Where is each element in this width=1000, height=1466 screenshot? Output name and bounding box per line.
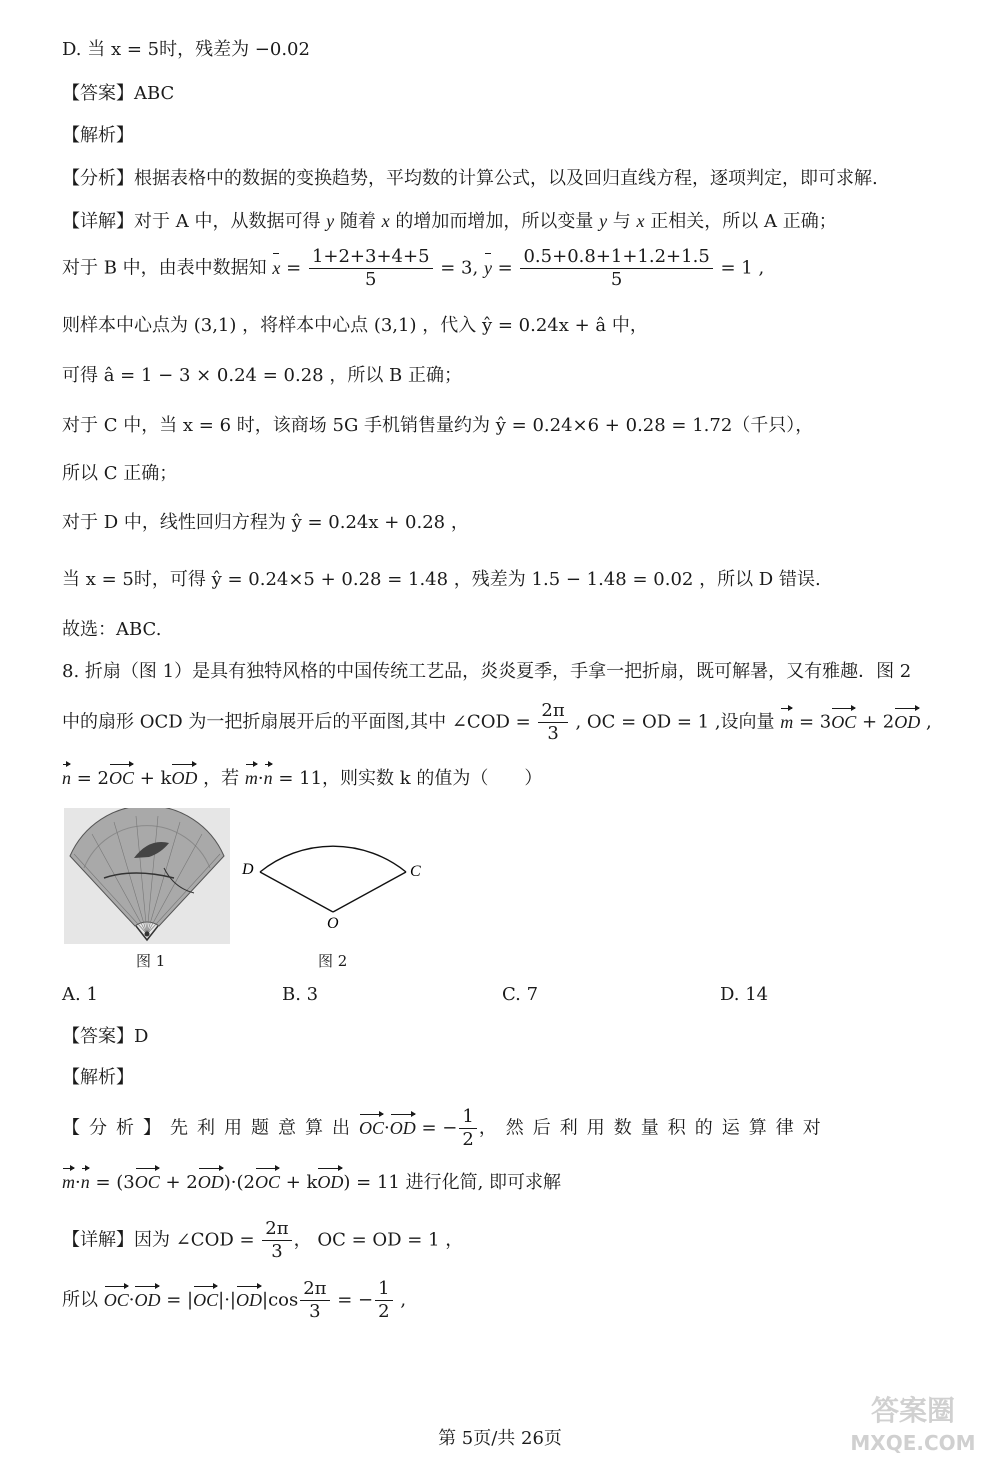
option-a: A. 1	[62, 984, 98, 1005]
detail-c-line: 对于 C 中，当 x = 6 时，该商场 5G 手机销售量约为 ŷ = 0.24×6 + 0.28 = 1.72（千只），	[62, 415, 814, 436]
question-8-line-2: 中的扇形 OCD 为一把折扇展开后的平面图,其中 ∠COD = $\frac{2\pi}{3}$ , OC = OD = 1 ,设向量 m = 3OC + 2OD ,	[62, 700, 932, 744]
option-d: D. 14	[720, 984, 769, 1005]
detail-b-means: 对于 B 中，由表中数据知 x = $\frac{1+2+3+4+5}{5}$ = 3, y = $\frac{0.5+0.8+1+1.2+1.5}{5}$ = 1 ,	[62, 246, 765, 290]
option-b: B. 3	[282, 984, 319, 1005]
svg-text:MXQE.COM: MXQE.COM	[850, 1431, 976, 1455]
analysis-text: 【分析】根据表格中的数据的变换趋势，平均数的计算公式，以及回归直线方程，逐项判定，即可求解.	[62, 168, 878, 189]
c-correct-line: 所以 C 正确；	[62, 463, 178, 484]
question-8-line-3: n = 2OC + kOD ，若 m·n = 11，则实数 k 的值为（ ）	[62, 768, 543, 789]
option-c: C. 7	[502, 984, 539, 1005]
page-footer: 第 5页/共 26页	[438, 1428, 562, 1449]
analysis-label: 【解析】	[62, 125, 134, 146]
frac-xmean: $\frac{1+2+3+4+5}{5}$	[309, 246, 433, 291]
frac-ymean: $\frac{0.5+0.8+1+1.2+1.5}{5}$	[520, 246, 712, 291]
analysis-text-2: 【分析】先利用题意算出OC·OD = − $\frac{1}{2}$ ，然后利用数量积的运算律对	[62, 1106, 830, 1150]
analysis-text-3: m·n = (3OC + 2OD)·(2OC + kOD) = 11 进行化简, 即可求解	[62, 1172, 562, 1193]
choice-line: 故选：ABC.	[62, 619, 162, 640]
answer-label: 【答案】ABC	[62, 83, 175, 104]
label-d: D	[242, 861, 254, 878]
answer-label-2: 【答案】D	[62, 1026, 149, 1047]
detail-text-2: 【详解】因为 ∠COD = $\frac{2\pi}{3}$ ， OC = OD = 1 ，	[62, 1218, 464, 1262]
sector-diagram	[236, 808, 436, 938]
figure-2-caption: 图 2	[318, 952, 348, 970]
analysis-label-2: 【解析】	[62, 1067, 134, 1088]
svg-text:答案圈: 答案圈	[870, 1394, 956, 1427]
detail-a: 【详解】对于 A 中，从数据可得 y 随着 x 的增加而增加，所以变量 y 与 x 正相关，所以 A 正确；	[62, 211, 837, 232]
residual-line: 当 x = 5时，可得 ŷ = 0.24×5 + 0.28 = 1.48 ，残差为 1.5 − 1.48 = 0.02 ，所以 D 错误.	[62, 569, 821, 590]
detail-d-line: 对于 D 中，线性回归方程为 ŷ = 0.24x + 0.28 ，	[62, 512, 469, 533]
intercept-line: 可得 â = 1 − 3 × 0.24 = 0.28 ，所以 B 正确；	[62, 365, 463, 386]
fan-photo	[64, 808, 230, 944]
option-d-line: D. 当 x = 5时，残差为 −0.02	[62, 39, 310, 60]
dot-product-line: 所以 OC·OD = |OC|·|OD|cos $\frac{2\pi}{3}$ = − $\frac{1}{2}$ ,	[62, 1278, 407, 1322]
figure-1-caption: 图 1	[136, 952, 166, 970]
watermark-logo	[838, 1388, 988, 1458]
label-o: O	[327, 915, 339, 932]
center-point-line: 则样本中心点为 (3,1) ，将样本中心点 (3,1) ，代入 ŷ = 0.24x + â 中，	[62, 315, 648, 336]
question-8-line-1: 8. 折扇（图 1）是具有独特风格的中国传统工艺品，炎炎夏季，手拿一把折扇，既可解暑，又有雅趣．图 2	[62, 661, 912, 682]
label-c: C	[410, 863, 421, 880]
